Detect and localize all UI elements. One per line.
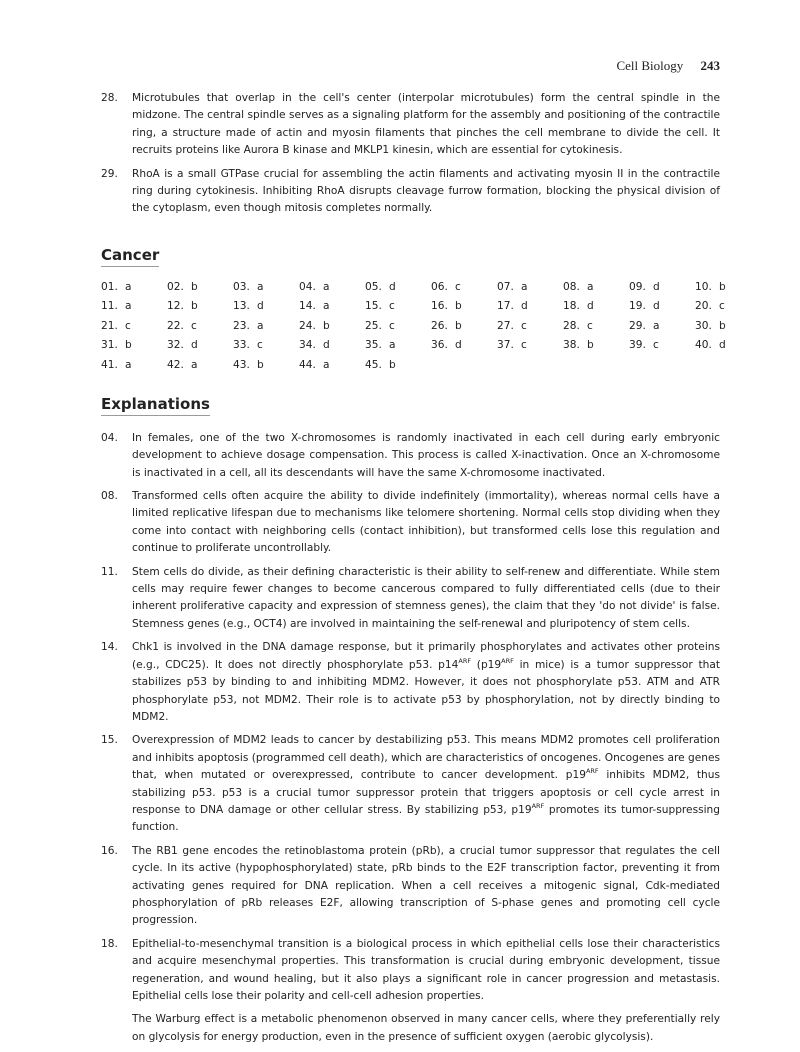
answer-question-number: 30.: [695, 319, 712, 332]
answer-question-number: 42.: [167, 359, 184, 372]
page-content: [101, 90, 726, 1052]
running-header: [616, 58, 720, 74]
answer-question-number: 43.: [233, 359, 250, 372]
explanation-item-number: 18.: [101, 937, 118, 950]
answer-question-number: 04.: [299, 280, 316, 293]
answer-letter: c: [257, 339, 263, 352]
answer-cell: [101, 359, 167, 371]
answer-cell: [629, 339, 695, 351]
answer-cell: [167, 281, 233, 293]
answer-question-number: 39.: [629, 339, 646, 352]
answer-letter: c: [389, 319, 395, 332]
answer-letter: a: [257, 280, 264, 293]
explanation-item-body: [132, 843, 720, 930]
answer-cell: [431, 300, 497, 312]
answer-cell: [167, 320, 233, 332]
answer-row: [101, 296, 725, 316]
answer-question-number: 19.: [629, 300, 646, 313]
top-explanation-item: [101, 90, 720, 160]
answer-cell: [233, 300, 299, 312]
answer-letter: b: [125, 339, 132, 352]
answer-cell: [233, 320, 299, 332]
top-explanation-item-body: [132, 90, 720, 160]
explanation-item-body: [132, 564, 720, 634]
answer-cell: [563, 300, 629, 312]
answer-question-number: 17.: [497, 300, 514, 313]
explanation-item-number: 14.: [101, 641, 118, 654]
answer-question-number: 02.: [167, 280, 184, 293]
answer-question-number: 06.: [431, 280, 448, 293]
running-header-section: Cell Biology: [616, 58, 684, 73]
answer-letter: a: [389, 339, 396, 352]
answer-cell: [233, 281, 299, 293]
explanation-item-paragraph: Epithelial-to-mesenchymal transition is a biological process in which epithelial cells lose their characteristics and acquire mesenchymal properties. This transformation is crucial during embryonic development, tissue regeneration, and wound healing, but it also plays a significant role in cancer progression and metastasis. Epithelial cells lose their polarity and cell-cell adhesion properties.: [132, 937, 720, 1002]
explanation-item-paragraph: Chk1 is involved in the DNA damage response, but it primarily phosphorylates and activates other proteins (e.g., CDC25). It does not directly phosphorylate p53. $p14^{ARF}$ ($p19^{ARF}$ in mice) is a tumor suppressor that stabilizes p53 by binding to and inhibiting MDM2. However, it does not phosphorylate p53. ATM and ATR phosphorylate p53, not MDM2. Their role is to activate p53 by phosphorylation, not by directly binding to MDM2.: [132, 641, 720, 723]
explanation-item: [101, 430, 720, 482]
answer-cell: [101, 339, 167, 351]
answer-cell: [167, 300, 233, 312]
answer-letter: a: [125, 300, 132, 313]
answer-cell: [695, 339, 735, 351]
answer-letter: b: [191, 300, 198, 313]
explanation-item-paragraph: The Warburg effect is a metabolic phenomenon observed in many cancer cells, where they preferentially rely on glycolysis for energy production, even in the presence of sufficient oxygen (aerobic glycolysis).: [132, 1013, 720, 1043]
answer-row: [101, 316, 726, 336]
answer-question-number: 01.: [101, 280, 118, 293]
answer-letter: a: [125, 280, 132, 293]
answer-key-grid: [101, 277, 726, 375]
answer-cell: [629, 281, 695, 293]
page-number: 243: [700, 58, 720, 73]
answer-cell: [497, 320, 563, 332]
answer-letter: b: [587, 339, 594, 352]
answer-cell: [497, 339, 563, 351]
answer-question-number: 11.: [101, 300, 118, 313]
answer-cell: [299, 339, 365, 351]
answer-question-number: 35.: [365, 339, 382, 352]
explanation-item-number: 11.: [101, 565, 118, 578]
answer-question-number: 13.: [233, 300, 250, 313]
answer-letter: b: [455, 300, 462, 313]
superscript: ARF: [531, 801, 545, 810]
explanation-item-body: [132, 488, 720, 558]
answer-cell: [233, 339, 299, 351]
answer-letter: c: [719, 300, 725, 313]
answer-cell: [299, 359, 365, 371]
answer-letter: a: [587, 280, 594, 293]
answer-question-number: 05.: [365, 280, 382, 293]
explanation-item: [101, 564, 720, 634]
explanation-item-body: [132, 732, 720, 836]
answer-cell: [365, 320, 431, 332]
explanation-item-body: [132, 936, 720, 1046]
answer-question-number: 08.: [563, 280, 580, 293]
answer-letter: a: [323, 359, 330, 372]
answer-cell: [365, 339, 431, 351]
explanation-item-number: 15.: [101, 734, 118, 747]
answer-cell: [431, 320, 497, 332]
answer-letter: d: [389, 280, 396, 293]
answer-question-number: 14.: [299, 300, 316, 313]
answer-cell: [695, 300, 735, 312]
answer-letter: c: [389, 300, 395, 313]
top-explanation-item-paragraph: Microtubules that overlap in the cell's center (interpolar microtubules) form the central spindle in the midzone. The central spindle serves as a signaling platform for the assembly and positioning of the contractile ring, a structure made of actin and myosin filaments that pinches the cell membrane to divide the cell. It recruits proteins like Aurora B kinase and MKLP1 kinesin, which are essential for cytokinesis.: [132, 92, 720, 157]
answer-question-number: 12.: [167, 300, 184, 313]
answer-letter: c: [455, 280, 461, 293]
answer-question-number: 29.: [629, 319, 646, 332]
answer-cell: [365, 281, 431, 293]
explanation-list: [101, 430, 720, 1046]
answer-letter: b: [323, 319, 330, 332]
answer-letter: a: [521, 280, 528, 293]
answer-cell: [299, 281, 365, 293]
answer-letter: a: [323, 280, 330, 293]
answer-letter: d: [719, 339, 726, 352]
answer-question-number: 25.: [365, 319, 382, 332]
answer-question-number: 22.: [167, 319, 184, 332]
answer-row: [101, 355, 720, 375]
explanation-item-paragraph: Transformed cells often acquire the ability to divide indefinitely (immortality), whereas normal cells have a limited replicative lifespan due to mechanisms like telomere shortening. Normal cells stop dividing when they come into contact with neighboring cells (contact inhibition), but transformed cells lose this regulation and continue to proliferate uncontrollably.: [132, 490, 720, 555]
answer-letter: b: [191, 280, 198, 293]
top-explanation-item-paragraph: RhoA is a small GTPase crucial for assembling the actin filaments and activating myosin II in the contractile ring during cytokinesis. Inhibiting RhoA disrupts cleavage furrow formation, blocking the physical division of the cytoplasm, even though mitosis completes normally.: [132, 167, 720, 215]
answer-cell: [497, 281, 563, 293]
answer-letter: b: [257, 359, 264, 372]
answer-cell: [365, 300, 431, 312]
explanation-item: [101, 488, 720, 558]
answer-letter: a: [125, 359, 132, 372]
answer-question-number: 09.: [629, 280, 646, 293]
answer-cell: [167, 339, 233, 351]
answer-cell: [563, 281, 629, 293]
top-explanation-item-number: 29.: [101, 167, 118, 180]
explanation-item: [101, 639, 720, 726]
answer-letter: d: [521, 300, 528, 313]
answer-cell: [629, 320, 695, 332]
answer-question-number: 40.: [695, 339, 712, 352]
explanation-item-paragraph: In females, one of the two X-chromosomes is randomly inactivated in each cell during early embryonic development to achieve dosage compensation. This process is called X-inactivation. Once an X-chromosome is inactivated in a cell, all its descendants will have the same X-chromosome inactivated.: [132, 431, 720, 479]
answer-question-number: 33.: [233, 339, 250, 352]
answer-question-number: 32.: [167, 339, 184, 352]
answer-question-number: 26.: [431, 319, 448, 332]
answer-letter: d: [257, 300, 264, 313]
answer-letter: c: [191, 319, 197, 332]
answer-cell: [299, 320, 365, 332]
answer-question-number: 44.: [299, 359, 316, 372]
answer-question-number: 24.: [299, 319, 316, 332]
answer-letter: a: [323, 300, 330, 313]
answer-question-number: 34.: [299, 339, 316, 352]
answer-letter: d: [323, 339, 330, 352]
answer-question-number: 45.: [365, 359, 382, 372]
answer-letter: c: [521, 319, 527, 332]
answer-cell: [563, 339, 629, 351]
answer-cell: [563, 320, 629, 332]
explanation-item-paragraph: Stem cells do divide, as their defining characteristic is their ability to self-renew and differentiate. While stem cells may require fewer changes to become cancerous compared to fully differentiated cells (due to their inherent proliferative capacity and expression of stemness genes), the claim that they 'do not divide' is false. Stemness genes (e.g., OCT4) are involved in maintaining the self-renewal and pluripotency of stem cells.: [132, 565, 720, 630]
explanation-item-number: 04.: [101, 431, 118, 444]
explanation-item-paragraph: The RB1 gene encodes the retinoblastoma protein (pRb), a crucial tumor suppressor that regulates the cell cycle. In its active (hypophosphorylated) state, pRb binds to the E2F transcription factor, preventing it from activating genes required for DNA replication. When a cell receives a mitogenic signal, Cdk-mediated phosphorylation of pRb releases E2F, allowing transcription of S-phase genes and promoting cell cycle progression.: [132, 844, 720, 927]
answer-question-number: 18.: [563, 300, 580, 313]
answer-cell: [101, 281, 167, 293]
answer-cell: [695, 320, 735, 332]
answer-cell: [365, 359, 405, 371]
answer-question-number: 15.: [365, 300, 382, 313]
answer-letter: d: [653, 280, 660, 293]
answer-letter: d: [191, 339, 198, 352]
answer-letter: c: [653, 339, 659, 352]
superscript: ARF: [501, 656, 514, 665]
answer-letter: b: [455, 319, 462, 332]
answer-letter: a: [257, 319, 264, 332]
answer-question-number: 07.: [497, 280, 514, 293]
answer-cell: [101, 320, 167, 332]
explanation-item-number: 16.: [101, 844, 118, 857]
answer-letter: d: [587, 300, 594, 313]
top-explanation-item-body: [132, 166, 720, 218]
explanations-heading: Explanations: [101, 395, 210, 416]
answer-letter: a: [653, 319, 660, 332]
answer-question-number: 27.: [497, 319, 514, 332]
answer-cell: [695, 281, 735, 293]
answer-question-number: 28.: [563, 319, 580, 332]
answer-letter: d: [455, 339, 462, 352]
answer-question-number: 03.: [233, 280, 250, 293]
explanation-item-number: 08.: [101, 490, 118, 503]
answer-question-number: 20.: [695, 300, 712, 313]
explanation-item-body: [132, 639, 720, 726]
answer-letter: c: [587, 319, 593, 332]
answer-cell: [233, 359, 299, 371]
explanation-item: [101, 936, 720, 1046]
answer-cell: [431, 281, 497, 293]
answer-letter: b: [719, 319, 726, 332]
answer-cell: [101, 300, 167, 312]
top-explanation-item-number: 28.: [101, 92, 118, 104]
answer-letter: b: [389, 359, 396, 372]
answer-letter: d: [653, 300, 660, 313]
answer-letter: b: [719, 280, 726, 293]
answer-cell: [497, 300, 563, 312]
cancer-heading: Cancer: [101, 246, 159, 267]
answer-question-number: 37.: [497, 339, 514, 352]
answer-question-number: 31.: [101, 339, 118, 352]
superscript: ARF: [585, 767, 599, 776]
explanation-item: [101, 732, 720, 836]
answer-row: [101, 336, 726, 356]
answer-cell: [299, 300, 365, 312]
answer-letter: a: [191, 359, 198, 372]
answer-question-number: 36.: [431, 339, 448, 352]
answer-question-number: 21.: [101, 319, 118, 332]
answer-letter: c: [521, 339, 527, 352]
answer-cell: [167, 359, 233, 371]
top-explanation-list: [101, 90, 720, 218]
superscript: ARF: [458, 656, 472, 665]
answer-question-number: 23.: [233, 319, 250, 332]
top-explanation-item: [101, 166, 720, 218]
answer-question-number: 16.: [431, 300, 448, 313]
explanation-item-paragraph: Overexpression of MDM2 leads to cancer by destabilizing p53. This means MDM2 promotes cell proliferation and inhibits apoptosis (programmed cell death), which are characteristics of oncogenes. Oncogenes are genes that, when mutated or overexpressed, contribute to cancer development. $p19^{ARF}$ inhibits MDM2, thus stabilizing p53. p53 is a crucial tumor suppressor protein that triggers apoptosis or cell cycle arrest in response to DNA damage or other cellular stress. By stabilizing p53, $p19^{ARF}$ promotes its tumor-suppressing function.: [132, 734, 721, 834]
answer-question-number: 41.: [101, 359, 118, 372]
answer-cell: [431, 339, 497, 351]
answer-question-number: 10.: [695, 280, 712, 293]
explanation-item: [101, 843, 720, 930]
answer-letter: c: [125, 319, 131, 332]
answer-cell: [629, 300, 695, 312]
answer-question-number: 38.: [563, 339, 580, 352]
answer-row: [101, 277, 726, 297]
explanation-item-body: [132, 430, 720, 482]
